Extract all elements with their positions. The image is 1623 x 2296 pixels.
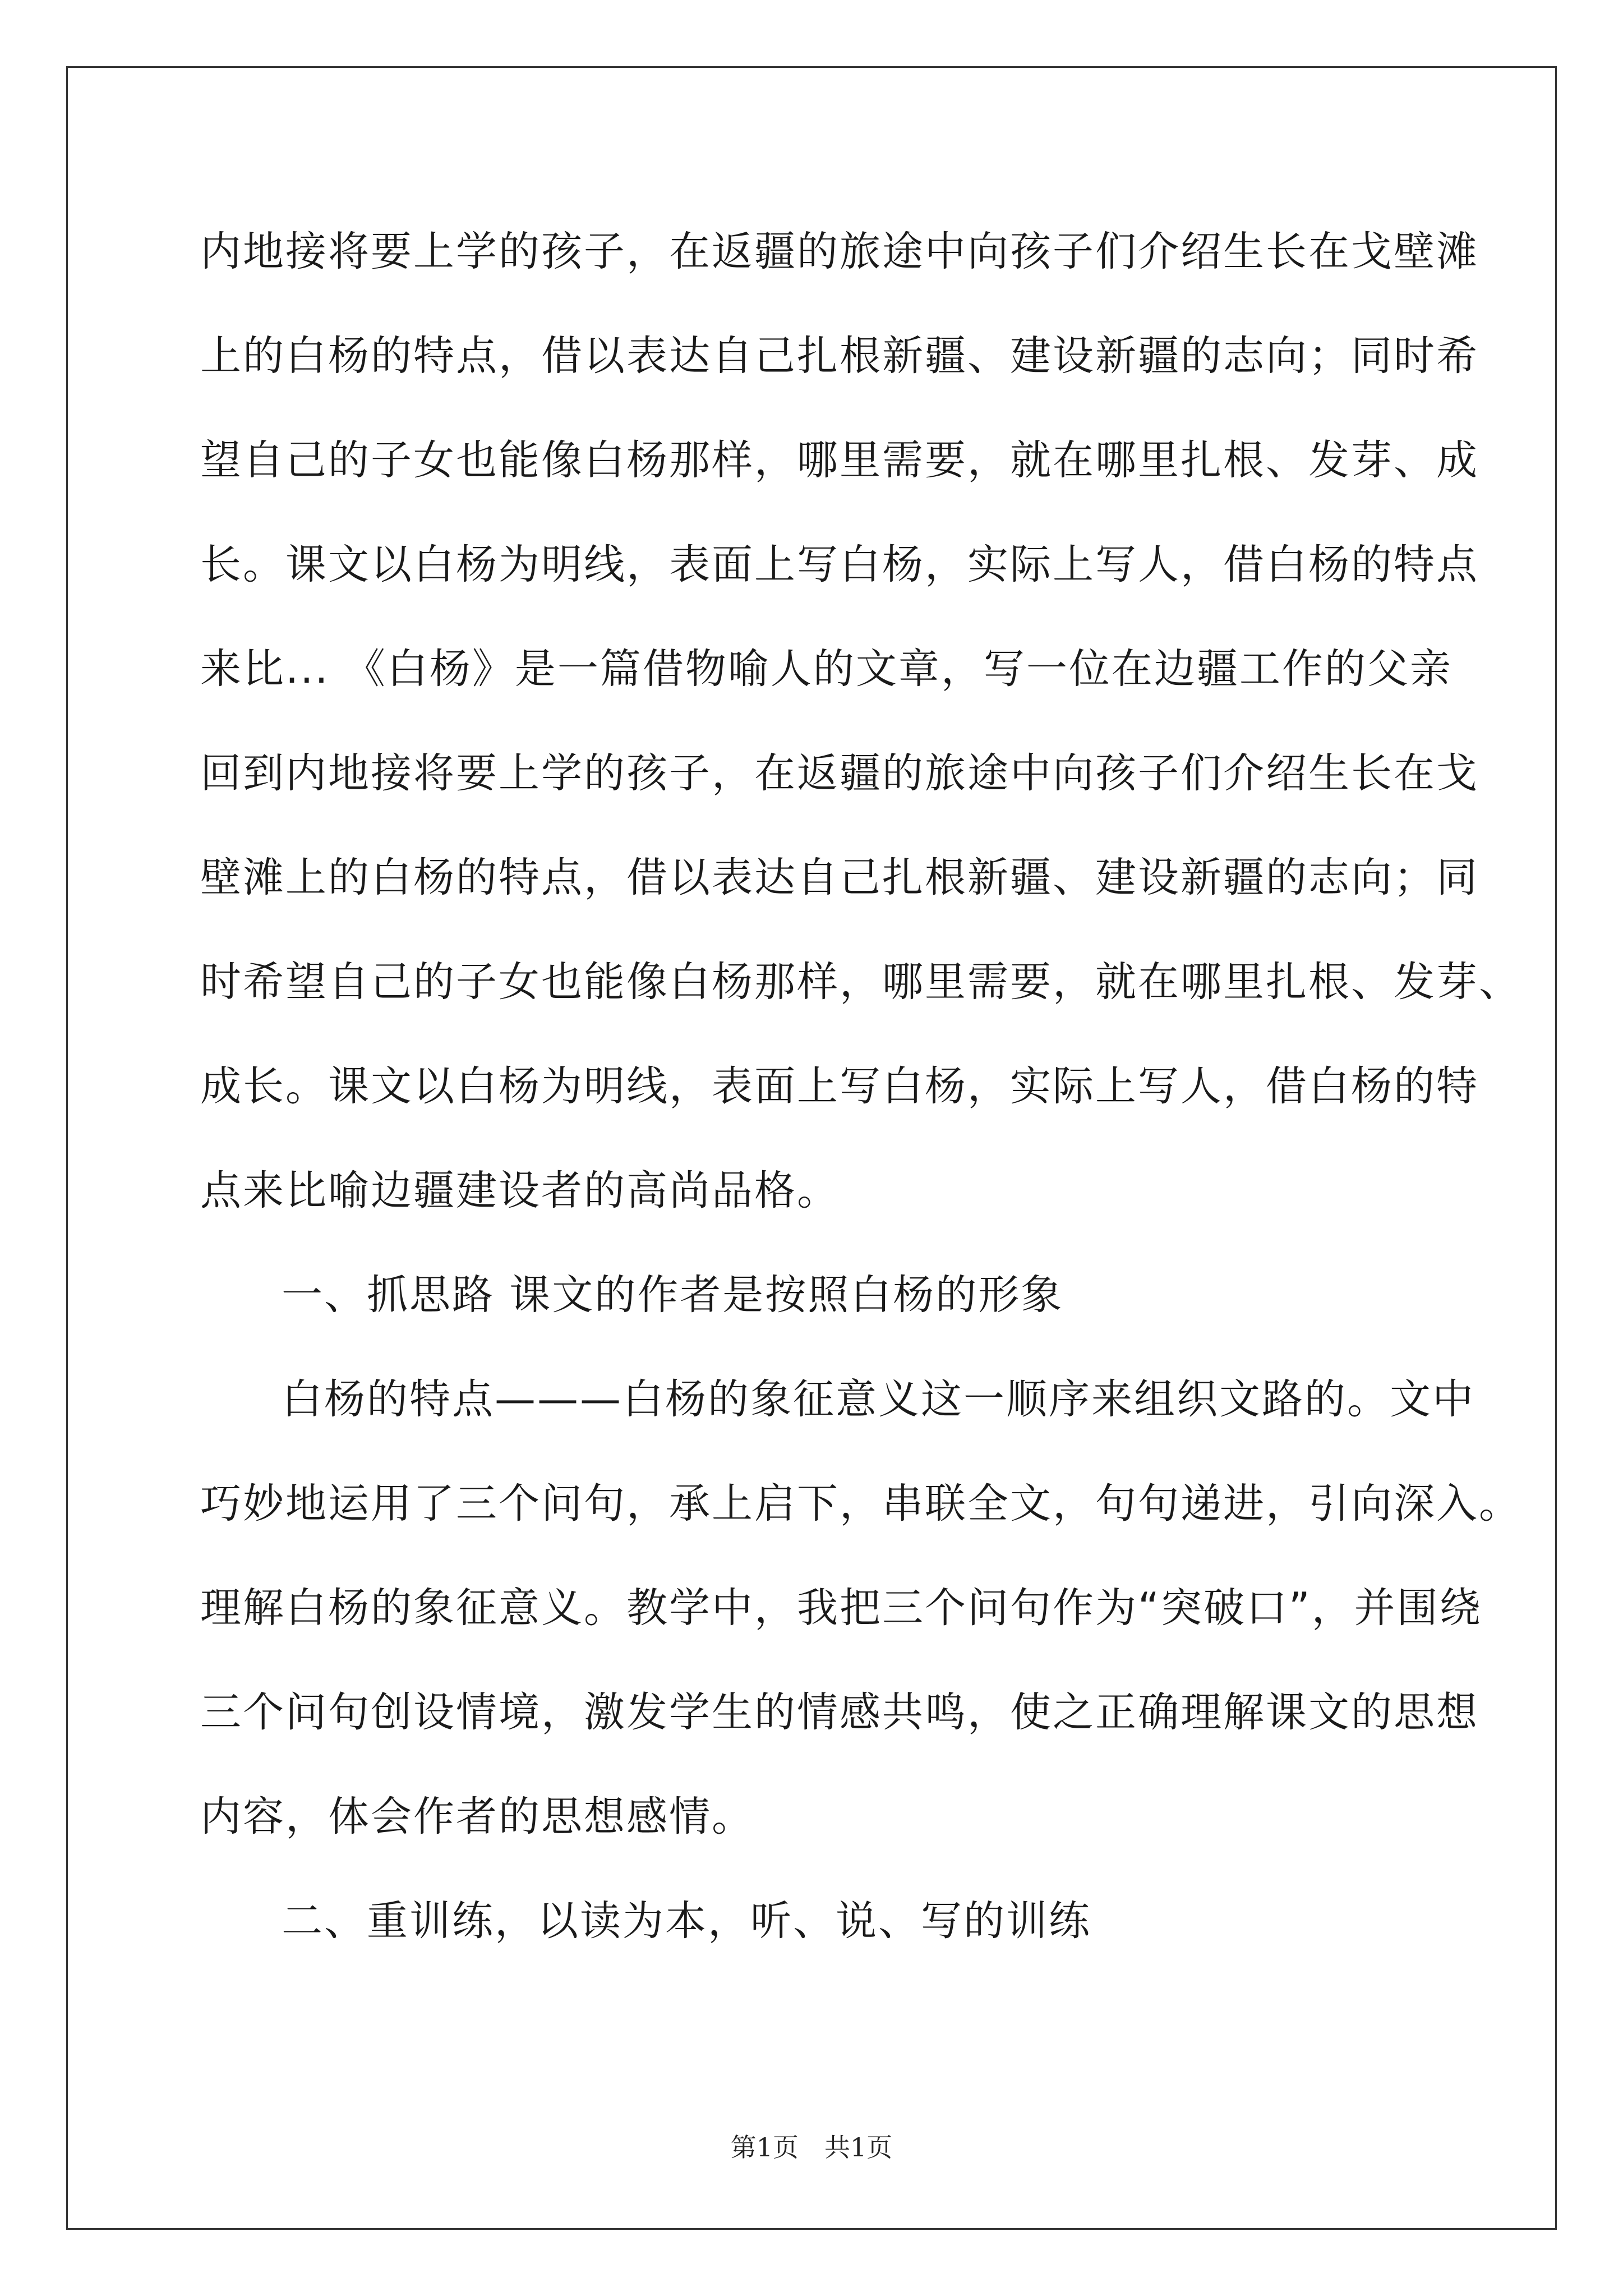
body-line-15: 三个问句创设情境，激发学生的情感共鸣，使之正确理解课文的思想	[200, 1688, 1479, 1736]
body-line-16: 内容，体会作者的思想感情。	[200, 1793, 754, 1841]
body-line-3: 望自己的子女也能像白杨那样，哪里需要，就在哪里扎根、发芽、成	[200, 436, 1479, 484]
body-line-1: 内地接将要上学的孩子，在返疆的旅途中向孩子们介绍生长在戈壁滩	[200, 228, 1479, 275]
body-line-14: 理解白杨的象征意义。教学中，我把三个问句作为“突破口”，并围绕	[200, 1584, 1482, 1632]
body-line-4: 长。课文以白杨为明线，表面上写白杨，实际上写人，借白杨的特点	[200, 541, 1479, 588]
section-heading-2: 二、重训练，以读为本，听、说、写的训练	[282, 1897, 1091, 1945]
body-line-13: 巧妙地运用了三个问句，承上启下，串联全文，句句递进，引向深入。	[200, 1480, 1521, 1527]
body-line-7: 壁滩上的白杨的特点，借以表达自己扎根新疆、建设新疆的志向；同	[200, 854, 1479, 901]
body-line-6: 回到内地接将要上学的孩子，在返疆的旅途中向孩子们介绍生长在戈	[200, 749, 1479, 797]
body-line-10: 点来比喻边疆建设者的高尚品格。	[200, 1167, 840, 1214]
section-heading-1: 一、抓思路 课文的作者是按照白杨的形象	[282, 1271, 1064, 1319]
body-line-12: 白杨的特点———白杨的象征意义这一顺序来组织文路的。文中	[282, 1375, 1475, 1423]
page-footer: 第1页 共1页	[730, 2132, 893, 2162]
body-line-5: 来比... 《白杨》是一篇借物喻人的文章，写一位在边疆工作的父亲	[200, 645, 1453, 693]
body-line-2: 上的白杨的特点，借以表达自己扎根新疆、建设新疆的志向；同时希	[200, 332, 1479, 380]
body-line-9: 成长。课文以白杨为明线，表面上写白杨，实际上写人，借白杨的特	[200, 1062, 1479, 1110]
body-line-8: 时希望自己的子女也能像白杨那样，哪里需要，就在哪里扎根、发芽、	[200, 958, 1521, 1006]
